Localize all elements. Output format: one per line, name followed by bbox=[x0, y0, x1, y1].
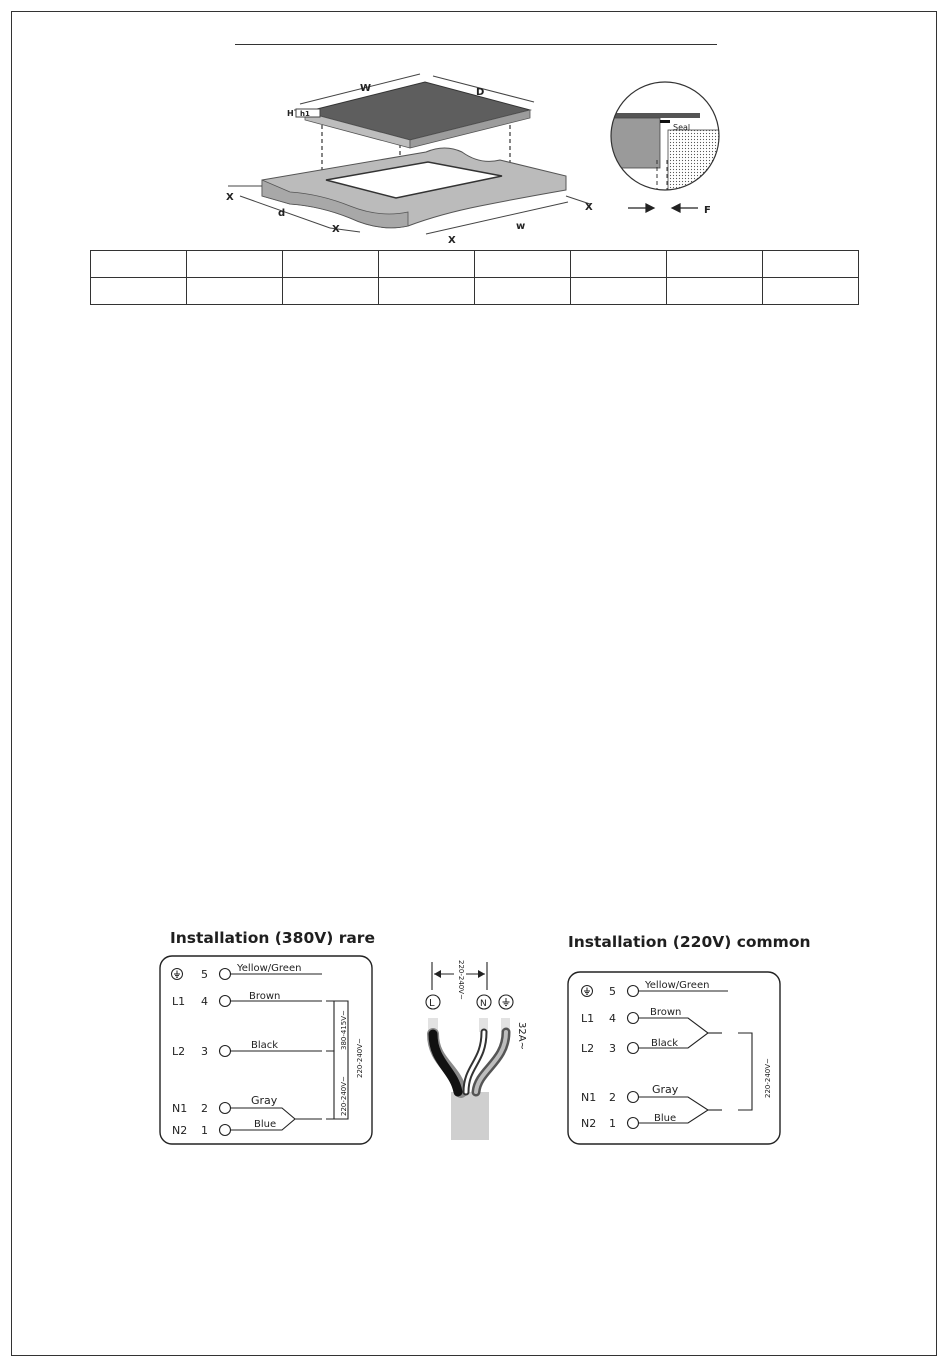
ground-icon bbox=[499, 995, 513, 1009]
table-cell bbox=[283, 251, 379, 278]
cable-sheath bbox=[451, 1092, 489, 1140]
table-cell bbox=[187, 251, 283, 278]
ground-icon bbox=[582, 986, 593, 997]
seal-detail bbox=[600, 80, 730, 200]
terminal-name: L1 bbox=[172, 995, 186, 1008]
terminal-num: 2 bbox=[201, 1102, 208, 1115]
wire-label: Blue bbox=[654, 1113, 677, 1124]
table-row bbox=[91, 251, 859, 278]
wire-label: Gray bbox=[652, 1083, 679, 1096]
terminal-name: L2 bbox=[172, 1045, 186, 1058]
table-cell bbox=[763, 278, 859, 305]
table-cell bbox=[571, 251, 667, 278]
table-cell bbox=[379, 278, 475, 305]
terminal-name: N2 bbox=[581, 1117, 597, 1130]
table-row bbox=[91, 278, 859, 305]
table-cell bbox=[763, 251, 859, 278]
label-F: F bbox=[704, 205, 711, 216]
table-cell bbox=[91, 251, 187, 278]
wire-label: Gray bbox=[251, 1094, 278, 1107]
label-H: H bbox=[287, 109, 294, 118]
label-h1: h1 bbox=[300, 110, 310, 118]
label-W: W bbox=[360, 83, 372, 94]
wire-label: Brown bbox=[249, 991, 281, 1002]
cable-diagram bbox=[426, 960, 527, 1140]
terminal-num: 1 bbox=[609, 1117, 616, 1130]
wire-label: Black bbox=[251, 1040, 279, 1051]
terminal-num: 5 bbox=[201, 968, 208, 981]
terminal-num: 2 bbox=[609, 1091, 616, 1104]
terminal-name: L2 bbox=[581, 1042, 595, 1055]
voltage-label: 220-240V~ bbox=[340, 1076, 348, 1116]
table-cell bbox=[283, 278, 379, 305]
dimension-table bbox=[90, 250, 859, 305]
table-cell bbox=[475, 278, 571, 305]
terminal-num: 3 bbox=[609, 1042, 616, 1055]
terminal-name: N2 bbox=[172, 1124, 188, 1137]
terminal-name: N1 bbox=[172, 1102, 188, 1115]
terminal-num: 4 bbox=[201, 995, 208, 1008]
voltage-label: 220-240V~ bbox=[356, 1038, 364, 1078]
table-cell bbox=[379, 251, 475, 278]
wire-label: Brown bbox=[650, 1007, 682, 1018]
terminal-num: 5 bbox=[609, 985, 616, 998]
install-220-title: Installation (220V) common bbox=[568, 933, 811, 951]
label-X-right: X bbox=[585, 202, 593, 213]
terminal-num: 1 bbox=[201, 1124, 208, 1137]
terminal-name: L1 bbox=[581, 1012, 595, 1025]
cutout-diagram bbox=[0, 0, 950, 250]
hob-glass bbox=[305, 82, 530, 140]
terminal-name: N1 bbox=[581, 1091, 597, 1104]
wire-label: Yellow/Green bbox=[645, 980, 710, 991]
label-w: w bbox=[516, 221, 526, 232]
terminal-num: 4 bbox=[609, 1012, 616, 1025]
label-X-bottom: X bbox=[332, 224, 340, 235]
terminal-num: 3 bbox=[201, 1045, 208, 1058]
voltage-label: 220-240V~ bbox=[764, 1058, 772, 1098]
table-cell bbox=[571, 278, 667, 305]
wiring-220-box bbox=[568, 972, 780, 1144]
table-cell bbox=[667, 278, 763, 305]
wiring-diagrams bbox=[0, 940, 950, 1150]
ground-icon bbox=[172, 969, 183, 980]
label-X-lower: X bbox=[448, 235, 456, 246]
label-X-left: X bbox=[226, 192, 234, 203]
n-label: N bbox=[480, 999, 487, 1009]
label-d: d bbox=[278, 208, 286, 219]
wire-label: Yellow/Green bbox=[237, 963, 302, 974]
wire-label: Blue bbox=[254, 1119, 277, 1130]
seal-label: Seal bbox=[673, 123, 691, 132]
label-D: D bbox=[476, 87, 485, 98]
l-label: L bbox=[429, 998, 435, 1009]
table-cell bbox=[667, 251, 763, 278]
wire-label: Black bbox=[651, 1038, 679, 1049]
table-cell bbox=[91, 278, 187, 305]
install-380-title: Installation (380V) rare bbox=[170, 929, 375, 947]
cable-current: 32A~ bbox=[516, 1022, 527, 1050]
voltage-label: 380-415V~ bbox=[340, 1010, 348, 1050]
cable-voltage: 220-240V~ bbox=[457, 960, 465, 1000]
table-cell bbox=[187, 278, 283, 305]
wiring-380-box bbox=[160, 956, 372, 1144]
table-cell bbox=[475, 251, 571, 278]
